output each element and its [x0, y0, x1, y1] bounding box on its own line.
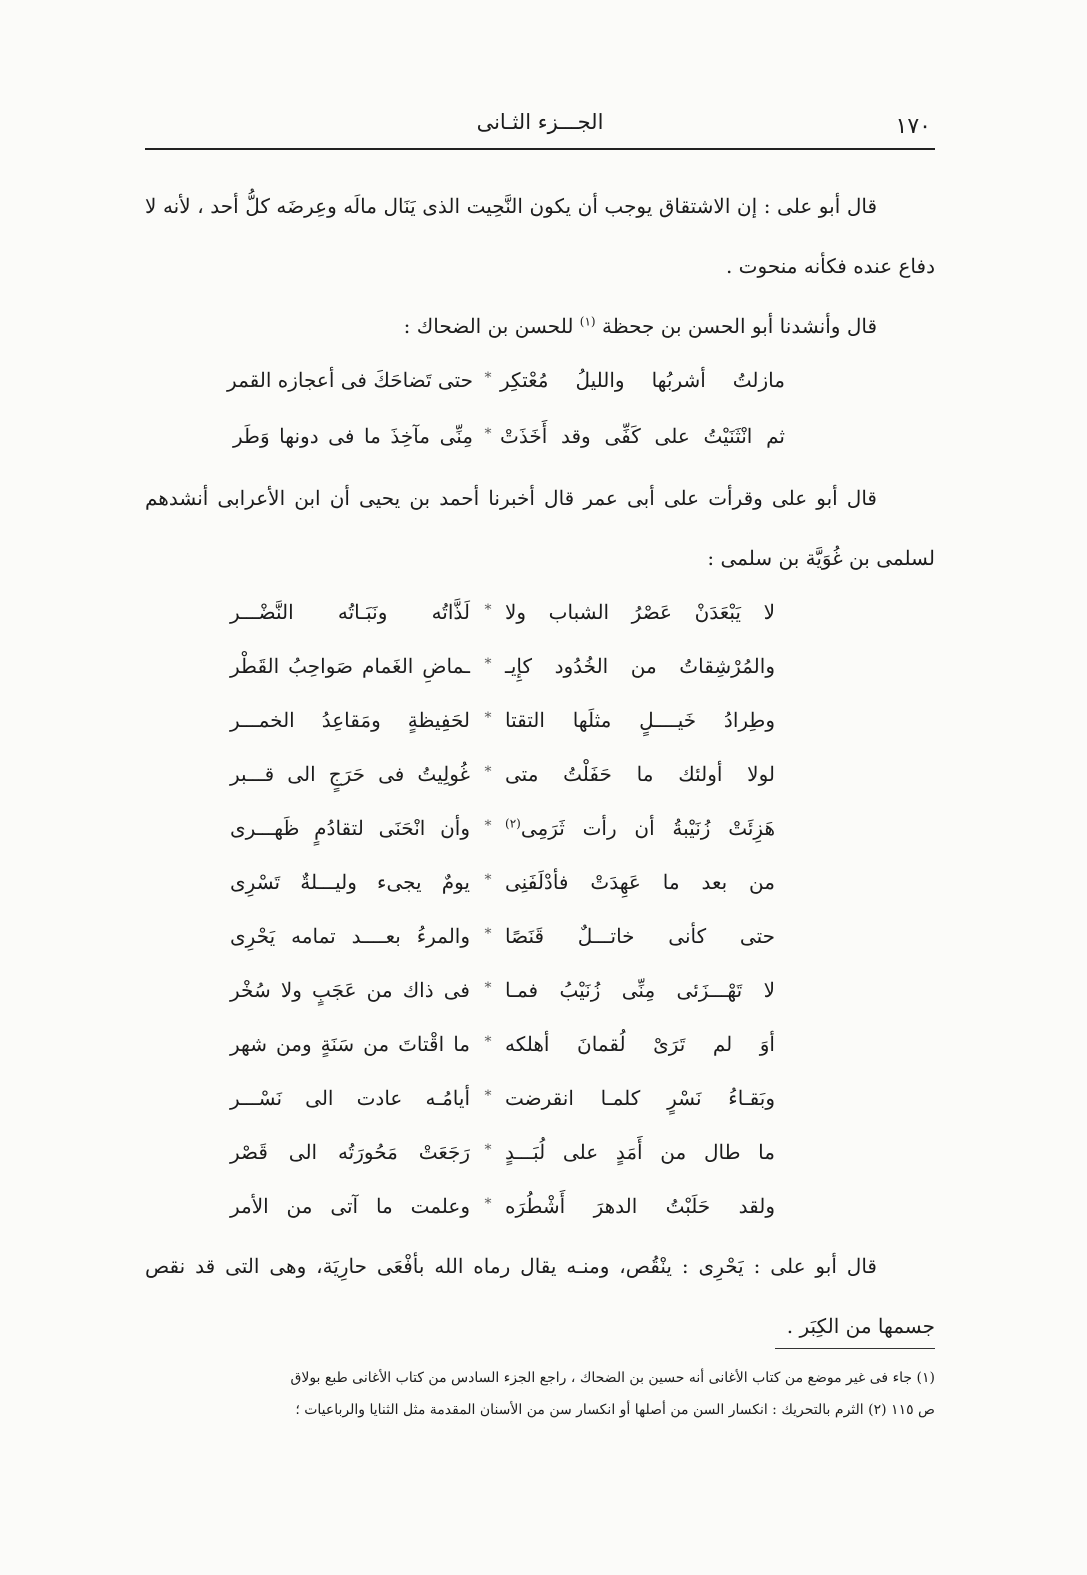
footnote-2: ص ١١٥ (٢) الثرم بالتحريك : انكسار السن من أصلها أو انكسار سن من الأسنان المقدمة مثل الثنايا والرباعيات ؛	[295, 1402, 935, 1418]
verse-separator: *	[484, 1196, 492, 1212]
verse-line	[145, 588, 935, 642]
footnote-rule	[775, 1348, 935, 1349]
verse-line	[145, 1182, 935, 1236]
verse-separator: *	[484, 980, 492, 996]
verse-line	[145, 966, 935, 1020]
verse-line	[145, 1020, 935, 1074]
verse-separator: *	[484, 872, 492, 888]
verse-separator: *	[484, 818, 492, 834]
verse-line	[145, 1128, 935, 1182]
second-hemistich: لحَفِيظةٍ ومَقاعِدُ الخمـــر	[230, 708, 470, 732]
paragraph-recitation-intro	[145, 296, 935, 356]
intro-text: قال وأنشدنا أبو الحسن بن جحظة	[601, 314, 877, 338]
hemistich-text: هَزِئَتْ زُنَيْبةُ أن رأت ثَرَمِى	[520, 816, 775, 840]
verse-separator: *	[484, 602, 492, 618]
poem-2	[145, 588, 935, 1236]
book-page	[145, 100, 935, 1500]
second-hemistich: ـماضِ الغَمام صَواحِبُ القَطْر	[230, 654, 470, 678]
verse-separator: *	[484, 1034, 492, 1050]
first-hemistich: من بعد ما عَهِدَتْ فأدْلَفَنِى	[505, 870, 775, 894]
first-hemistich: مازلتُ أشربُها والليلُ مُعْتكِر	[500, 368, 785, 392]
verse-separator: *	[484, 426, 492, 442]
page-header	[145, 100, 935, 150]
verse-separator: *	[484, 1088, 492, 1104]
second-hemistich: حتى تَضاحَكَ فى أعجازه القمر	[227, 368, 473, 392]
verse-line	[145, 804, 935, 858]
verse-separator: *	[484, 1142, 492, 1158]
verse-line	[145, 858, 935, 912]
page-number: ١٧٠	[895, 114, 931, 139]
second-hemistich: لَذَّاتُه ونَبَـاتُه النَّضْـــر	[230, 600, 470, 624]
verse-separator: *	[484, 656, 492, 672]
first-hemistich: لولا أولئك ما حَفَلْتُ متى	[505, 762, 775, 786]
paragraph-gloss: قال أبو على : يَحْرِى : ينْقُص، ومنـه يقال رماه الله بأفْعَى حارِيَة، وهى التى قد نقص جسمها من الكِبَر .	[145, 1254, 935, 1338]
verse-line	[145, 1074, 935, 1128]
verse-separator: *	[484, 926, 492, 942]
footnote-1: (١) جاء فى غير موضع من كتاب الأغانى أنه حسين بن الضحاك ، راجع الجزء السادس من كتاب الأغانى طبع بولاق	[290, 1370, 935, 1386]
first-hemistich: أوَ لم تَرَىْ لُقمانَ أهلكه	[505, 1032, 775, 1056]
first-hemistich: والمُرْشِقاتُ من الخُدُود كإِيـ	[505, 654, 775, 678]
first-hemistich: لا يَبْعَدَنْ عَصْرُ الشباب ولا	[505, 600, 775, 624]
verse-line	[145, 412, 935, 468]
second-hemistich: فى ذاك من عَجَبٍ ولا سُخْر	[230, 978, 470, 1002]
second-hemistich: والمرءُ بعــــد تمامه يَحْرِى	[230, 924, 470, 948]
second-hemistich: يومٌ يجىء وليـــلةٌ تَسْرِى	[230, 870, 470, 894]
first-hemistich: حتى كأنى خاتـــلٌ قَنَصًا	[505, 924, 775, 948]
second-hemistich: غُولِيتُ فى حَرَجٍ الى قـــبر	[230, 762, 470, 786]
first-hemistich: وطِرادُ خَيــــلٍ مثلَها التقتا	[505, 708, 775, 732]
intro-text-cont: للحسن بن الضحاك :	[403, 314, 574, 338]
running-title: الجـــزء الثـانى	[476, 110, 604, 134]
first-hemistich: ما طال من أَمَدٍ على لُبَـــدٍ	[505, 1140, 775, 1164]
second-hemistich: أيامُـه عادت الى نَسْـــر	[230, 1086, 470, 1110]
first-hemistich: وبَقـاءُ نَسْرٍ كلمـا انقرضت	[505, 1086, 775, 1110]
second-hemistich: مِنِّى مآخِذَ ما فى دونها وَطَر	[233, 424, 473, 448]
verse-line	[145, 912, 935, 966]
first-hemistich: ثم انْثَنَيْتُ على كَفِّى وقد أَخَذَتْ	[500, 424, 785, 448]
first-hemistich: ولقد حَلَبْتُ الدهرَ أَشْطُرَه	[505, 1194, 775, 1218]
second-hemistich: وأن انْحَنَى لتقادُمٍ ظَهـــرى	[230, 816, 470, 840]
second-hemistich: رَجَعَتْ مَحُورَتُه الى قَصْر	[230, 1140, 470, 1164]
footnote-mark-1: (١)	[579, 314, 596, 329]
verse-separator: *	[484, 710, 492, 726]
verse-line	[145, 642, 935, 696]
second-hemistich: وعلمت ما آتى من الأمر	[230, 1194, 470, 1218]
verse-line	[145, 696, 935, 750]
first-hemistich: لا تَهْـــزَئى مِنِّى زُنَيْبُ فمـا	[505, 978, 775, 1002]
second-hemistich: ما اقْتاتَ من سَنَةٍ ومن شهر	[230, 1032, 470, 1056]
verse-line	[145, 750, 935, 804]
verse-separator: *	[484, 370, 492, 386]
footnote-mark-2: (٢)	[505, 816, 521, 831]
paragraph-poem2-intro: قال أبو على وقرأت على أبى عمر قال أخبرنا أحمد بن يحيى أن ابن الأعرابى أنشدهم لسلمى بن غُوَيَّة بن سلمى :	[145, 486, 935, 570]
poem-1	[145, 356, 935, 468]
paragraph-derivation: قال أبو على : إن الاشتقاق يوجب أن يكون النَّحِيت الذى يَنَال مالَه وعِرضَه كلُّ أحد ، لأنه لا دفاع عنده فكأنه منحوت .	[145, 194, 935, 278]
first-hemistich	[505, 816, 775, 840]
footnotes	[145, 1362, 935, 1426]
verse-separator: *	[484, 764, 492, 780]
verse-line	[145, 356, 935, 412]
